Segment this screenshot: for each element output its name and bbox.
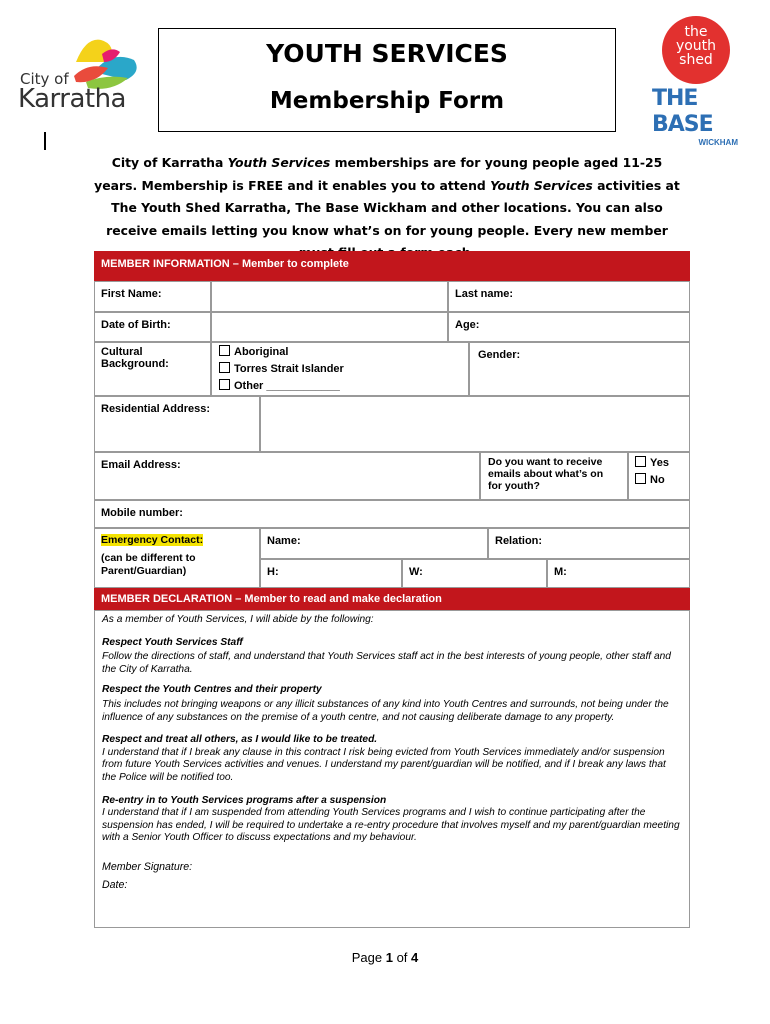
emergency-relation-label: Relation: [495, 535, 543, 547]
emergency-name-field[interactable] [260, 528, 488, 559]
section-3-title: Respect and treat all others, as I would like to be treated. [102, 734, 378, 746]
section-4-title: Re-entry in to Youth Services programs after a suspension [102, 794, 387, 806]
emergency-note: (can be different to Parent/Guardian) [101, 552, 196, 577]
declaration-body [94, 610, 690, 928]
intro-text-2: memberships are for young people aged 11-25 years. Membership is FREE and it enables you to attend [94, 155, 663, 193]
option-torres-strait[interactable] [219, 361, 461, 378]
email-question: Do you want to receive emails about what’s on for youth? [480, 452, 628, 500]
section-4-body: I understand that if I am suspended from attending Youth Services programs and I wish to continue participating after the suspension has ended, I will be required to undertake a re-entry procedure that involves myself and my parent/guardian meeting with a Senior Youth Officer to discuss expectations and my behaviour. [102, 807, 680, 844]
intro-emphasis-1: Youth Services [227, 155, 331, 170]
page-subtitle: Membership Form [269, 88, 505, 114]
option-other[interactable] [219, 378, 461, 395]
dob-field[interactable] [211, 312, 448, 342]
other-label: Other ____________ [234, 380, 340, 392]
other-checkbox[interactable] [219, 379, 230, 390]
age-field[interactable] [448, 312, 690, 342]
yes-checkbox[interactable] [635, 456, 646, 467]
cultural-label: Cultural Background: [94, 342, 211, 396]
member-info-heading: MEMBER INFORMATION – Member to complete [94, 251, 690, 281]
shed-logo-line-3: shed [679, 52, 713, 68]
emergency-relation-field[interactable] [488, 528, 690, 559]
last-name-label: Last name: [455, 288, 514, 300]
emergency-home-label: H: [267, 566, 279, 578]
emergency-work-label: W: [409, 566, 423, 578]
the-base-wickham-logo [652, 86, 744, 147]
text-cursor [44, 132, 46, 150]
emergency-name-label: Name: [267, 535, 301, 547]
signature-label: Member Signature: [102, 860, 193, 873]
intro-text-3: activities at The Youth Shed Karratha, The Base Wickham and other locations. You can also receive emails letting you know what’s on for young people. Every new member [106, 177, 680, 238]
section-2-title: Respect the Youth Centres and their property [102, 684, 322, 696]
section-3-body: I understand that if I break any clause in this contract I risk being evicted from Youth Services immediately and/or suspension from future Youth Services activities and venues. I understand my parent/guardian will be notified, and if I break any laws that the Police will be notified too. [102, 746, 666, 783]
city-of-karratha-logo [16, 32, 146, 114]
gender-field[interactable] [469, 342, 690, 396]
emergency-home-field[interactable] [260, 559, 402, 588]
first-name-label: First Name: [94, 281, 211, 312]
aboriginal-checkbox[interactable] [219, 345, 230, 356]
no-label: No [650, 474, 665, 486]
shed-logo-line-2: youth [675, 38, 717, 54]
dob-label: Date of Birth: [94, 312, 211, 342]
page-word: Page [351, 950, 386, 965]
torres-strait-checkbox[interactable] [219, 362, 230, 373]
emergency-mobile-field[interactable] [547, 559, 690, 588]
address-field[interactable] [260, 396, 690, 452]
mobile-field[interactable] [94, 500, 690, 528]
logo-city-of: City of [20, 70, 69, 88]
declaration-intro: As a member of Youth Services, I will abide by the following: [102, 614, 374, 625]
page-current: 1 [385, 950, 393, 965]
last-name-field[interactable] [448, 281, 690, 312]
cultural-options [211, 342, 469, 396]
title-box [158, 28, 616, 132]
logo-karratha: Karratha [18, 84, 126, 114]
emergency-work-field[interactable] [402, 559, 547, 588]
declaration-heading: MEMBER DECLARATION – Member to read and make declaration [94, 588, 690, 610]
torres-strait-label: Torres Strait Islander [234, 363, 344, 375]
emergency-mobile-label: M: [554, 566, 567, 578]
section-1-title: Respect Youth Services Staff [102, 636, 243, 648]
section-1-body: Follow the directions of staff, and understand that Youth Services staff act in the best interests of young people, other staff and the City of Karratha. [102, 651, 671, 675]
intro-paragraph [92, 152, 682, 265]
base-logo-sub: WICKHAM [698, 138, 738, 147]
page-title: YOUTH SERVICES [266, 39, 508, 68]
mobile-label: Mobile number: [101, 507, 183, 519]
option-aboriginal[interactable] [219, 344, 461, 361]
age-label: Age: [455, 319, 480, 331]
page-number [0, 950, 770, 965]
page-of: of [392, 950, 412, 965]
address-label: Residential Address: [94, 396, 260, 452]
option-yes[interactable] [635, 455, 683, 472]
email-label: Email Address: [101, 459, 181, 471]
option-no[interactable] [635, 472, 683, 489]
base-logo-text: THE BASE [652, 86, 713, 137]
emergency-label: Emergency Contact: [101, 534, 204, 546]
email-opt-in [628, 452, 690, 500]
emergency-label-cell [94, 528, 260, 588]
section-2-body: This includes not bringing weapons or any illicit substances of any kind into Youth Centres and surrounds, not being under the influence of any substances on the premise of a youth centre, and not causing deliberate damage to any property. [102, 698, 669, 723]
yes-label: Yes [650, 457, 669, 469]
gender-label: Gender: [478, 349, 521, 361]
first-name-field[interactable] [211, 281, 448, 312]
intro-emphasis-2: Youth Services [490, 177, 593, 193]
youth-shed-logo [662, 16, 730, 84]
aboriginal-label: Aboriginal [234, 346, 289, 358]
page-total: 4 [411, 950, 419, 965]
intro-text-1: City of Karratha [111, 155, 228, 170]
no-checkbox[interactable] [635, 473, 646, 484]
date-label: Date: [102, 878, 128, 891]
shed-logo-line-1: the [684, 24, 708, 40]
email-field[interactable] [94, 452, 480, 500]
